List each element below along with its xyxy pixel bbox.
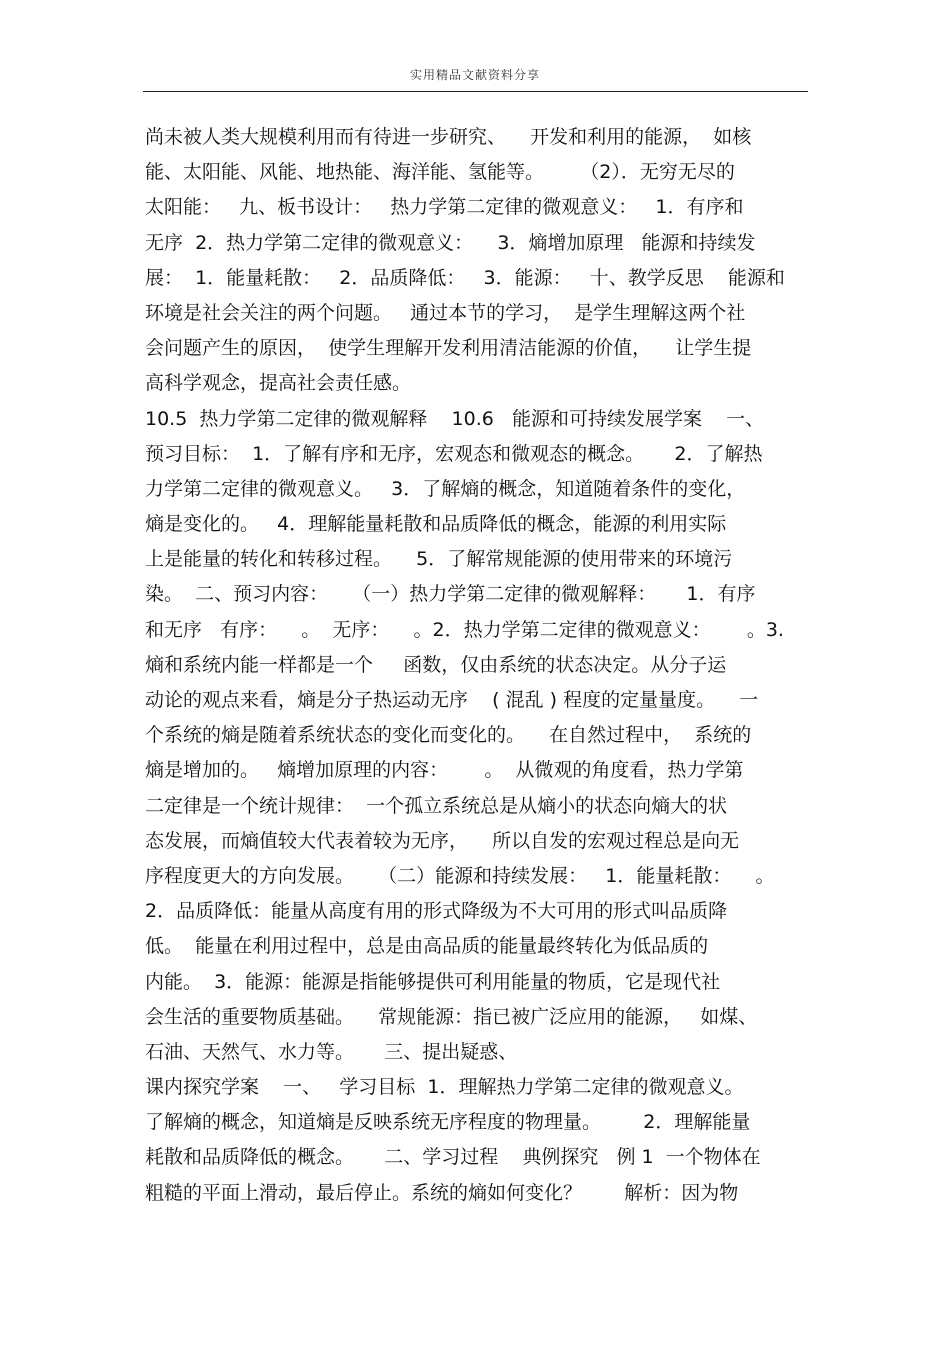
text-line: 力学第二定律的微观意义。 3．了解熵的概念，知道随着条件的变化， xyxy=(145,477,746,500)
text-line: 个系统的熵是随着系统状态的变化而变化的。 在自然过程中， 系统的 xyxy=(145,724,752,747)
header-divider xyxy=(143,91,808,92)
text-line: 2．品质降低：能量从高度有用的形式降级为不大可用的形式叫品质降 xyxy=(145,900,728,923)
text-line: 了解熵的概念，知道熵是反映系统无序程度的物理量。 2．理解能量 xyxy=(145,1111,751,1134)
text-line: 动论的观点来看，熵是分子热运动无序 ( 混乱 ) 程度的定量量度。 一 xyxy=(145,689,759,711)
text-line: 态发展，而熵值较大代表着较为无序， 所以自发的宏观过程总是向无 xyxy=(145,829,740,852)
text-line: 粗糙的平面上滑动，最后停止。系统的熵如何变化？ 解析：因为物 xyxy=(145,1181,739,1204)
section-heading-line: 课内探究学案 一、 学习目标 1．理解热力学第二定律的微观意义。 xyxy=(145,1076,744,1099)
text-line: 尚未被人类大规模利用而有待进一步研究、 开发和利用的能源， 如核 xyxy=(145,126,752,148)
text-line: 二定律是一个统计规律： 一个孤立系统总是从熵小的状态向熵大的状 xyxy=(145,794,728,817)
page-header: 实用精品文献资料分享 xyxy=(409,68,540,82)
text-line: 熵是变化的。 4．理解能量耗散和品质降低的概念，能源的利用实际 xyxy=(145,513,727,536)
text-line: 耗散和品质降低的概念。 二、学习过程 典例探究 例 1 一个物体在 xyxy=(145,1146,761,1169)
document-body xyxy=(145,120,810,1211)
text-line: 熵是增加的。 熵增加原理的内容： 。 从微观的角度看，热力学第 xyxy=(145,759,744,782)
text-line: 染。 二、预习内容： （一）热力学第二定律的微观解释： 1．有序 xyxy=(145,583,756,606)
text-line: 和无序 有序： 。 无序： 。2．热力学第二定律的微观意义： 。3. xyxy=(145,618,784,641)
text-line: 会问题产生的原因， 使学生理解开发利用清洁能源的价值， 让学生提 xyxy=(145,337,752,360)
text-line: 无序 2．热力学第二定律的微观意义： 3．熵增加原理 能源和持续发 xyxy=(145,231,756,254)
text-line: 高科学观念，提高社会责任感。 xyxy=(145,372,412,395)
text-line: 序程度更大的方向发展。 （二）能源和持续发展： 1．能量耗散： 。 xyxy=(145,864,775,887)
text-line: 太阳能： 九、板书设计： 热力学第二定律的微观意义： 1．有序和 xyxy=(145,196,744,219)
text-line: 低。 能量在利用过程中，总是由高品质的能量最终转化为低品质的 xyxy=(145,935,709,958)
text-line: 石油、天然气、水力等。 三、提出疑惑、 xyxy=(145,1040,518,1063)
text-line: 内能。 3．能源：能源是指能够提供可利用能量的物质，它是现代社 xyxy=(145,970,721,993)
text-line: 能、太阳能、风能、地热能、海洋能、氢能等。 （2）．无穷无尽的 xyxy=(145,161,735,184)
text-line: 上是能量的转化和转移过程。 5．了解常规能源的使用带来的环境污 xyxy=(145,548,733,571)
text-line: 熵和系统内能一样都是一个 函数，仅由系统的状态决定。从分子运 xyxy=(145,653,727,676)
text-line: 预习目标： 1．了解有序和无序，宏观态和微观态的概念。 2．了解热 xyxy=(145,442,763,465)
text-line: 环境是社会关注的两个问题。 通过本节的学习， 是学生理解这两个社 xyxy=(145,301,746,324)
text-line: 展： 1．能量耗散： 2．品质降低： 3．能源： 十、教学反思 能源和 xyxy=(145,266,785,289)
text-line: 会生活的重要物质基础。 常规能源：指已被广泛应用的能源， 如煤、 xyxy=(145,1005,758,1028)
section-heading-line: 10.5 热力学第二定律的微观解释 10.6 能源和可持续发展学案 一、 xyxy=(145,407,765,430)
